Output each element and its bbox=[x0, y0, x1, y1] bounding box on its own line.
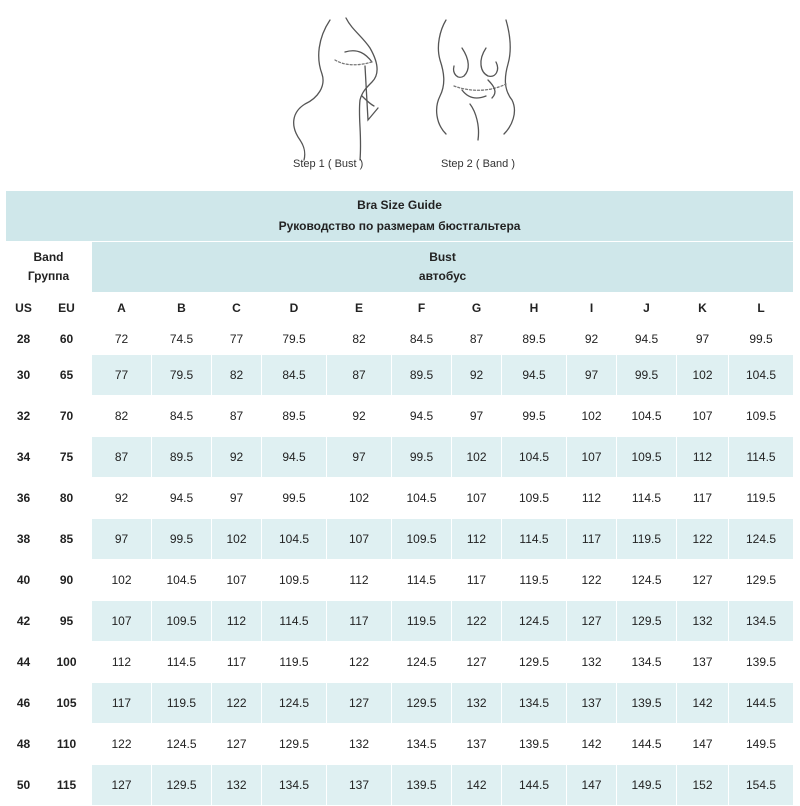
bust-size-cell: 139.5 bbox=[502, 724, 567, 765]
bust-size-cell: 77 bbox=[212, 324, 262, 355]
column-header-k: K bbox=[677, 293, 729, 324]
bust-size-cell: 134.5 bbox=[502, 683, 567, 724]
step-2-label: Step 2 ( Band ) bbox=[441, 158, 515, 170]
bust-size-cell: 134.5 bbox=[729, 601, 794, 642]
bust-size-cell: 97 bbox=[327, 437, 392, 478]
table-row bbox=[6, 601, 794, 642]
bust-size-cell: 97 bbox=[212, 478, 262, 519]
bust-size-cell: 87 bbox=[212, 396, 262, 437]
bust-size-cell: 92 bbox=[212, 437, 262, 478]
bust-size-cell: 122 bbox=[567, 560, 617, 601]
column-header-eu: EU bbox=[42, 293, 92, 324]
bust-size-cell: 132 bbox=[327, 724, 392, 765]
bust-size-cell: 89.5 bbox=[392, 355, 452, 396]
bust-size-cell: 97 bbox=[92, 519, 152, 560]
column-header-h: H bbox=[502, 293, 567, 324]
bust-size-cell: 114.5 bbox=[392, 560, 452, 601]
step-1-label: Step 1 ( Bust ) bbox=[293, 158, 364, 170]
bust-size-cell: 122 bbox=[452, 601, 502, 642]
bust-size-cell: 112 bbox=[327, 560, 392, 601]
bust-size-cell: 134.5 bbox=[392, 724, 452, 765]
bust-size-cell: 74.5 bbox=[152, 324, 212, 355]
bust-size-cell: 94.5 bbox=[262, 437, 327, 478]
bust-size-cell: 114.5 bbox=[262, 601, 327, 642]
bust-size-cell: 142 bbox=[567, 724, 617, 765]
eu-band-cell: 75 bbox=[42, 437, 92, 478]
eu-band-cell: 60 bbox=[42, 324, 92, 355]
bust-size-cell: 139.5 bbox=[729, 642, 794, 683]
bust-size-cell: 82 bbox=[212, 355, 262, 396]
bust-size-cell: 114.5 bbox=[502, 519, 567, 560]
bust-size-cell: 89.5 bbox=[262, 396, 327, 437]
us-band-cell: 28 bbox=[6, 324, 42, 355]
us-band-cell: 36 bbox=[6, 478, 42, 519]
bust-size-cell: 132 bbox=[567, 642, 617, 683]
bust-size-cell: 119.5 bbox=[502, 560, 567, 601]
bust-size-cell: 104.5 bbox=[152, 560, 212, 601]
bust-size-cell: 137 bbox=[452, 724, 502, 765]
column-header-a: A bbox=[92, 293, 152, 324]
bust-size-cell: 99.5 bbox=[617, 355, 677, 396]
bust-size-cell: 107 bbox=[212, 560, 262, 601]
table-row bbox=[6, 683, 794, 724]
bust-size-cell: 117 bbox=[92, 683, 152, 724]
bust-size-cell: 124.5 bbox=[392, 642, 452, 683]
us-band-cell: 46 bbox=[6, 683, 42, 724]
us-band-cell: 34 bbox=[6, 437, 42, 478]
table-row bbox=[6, 642, 794, 683]
bust-size-cell: 127 bbox=[452, 642, 502, 683]
table-row bbox=[6, 437, 794, 478]
bust-size-cell: 109.5 bbox=[392, 519, 452, 560]
table-title bbox=[6, 191, 794, 242]
band-header bbox=[6, 242, 92, 293]
band-header-russian: Группа bbox=[27, 269, 70, 283]
bust-size-cell: 82 bbox=[327, 324, 392, 355]
table-row bbox=[6, 560, 794, 601]
us-band-cell: 32 bbox=[6, 396, 42, 437]
eu-band-cell: 115 bbox=[42, 765, 92, 806]
measurement-illustrations bbox=[0, 0, 800, 190]
bust-size-cell: 144.5 bbox=[502, 765, 567, 806]
table-row bbox=[6, 478, 794, 519]
bust-size-cell: 107 bbox=[327, 519, 392, 560]
bust-size-cell: 147 bbox=[567, 765, 617, 806]
bust-size-cell: 119.5 bbox=[152, 683, 212, 724]
bust-size-cell: 127 bbox=[677, 560, 729, 601]
bust-size-cell: 117 bbox=[212, 642, 262, 683]
bust-size-cell: 124.5 bbox=[729, 519, 794, 560]
us-band-cell: 38 bbox=[6, 519, 42, 560]
bust-size-cell: 137 bbox=[677, 642, 729, 683]
bust-header-russian: автобус bbox=[418, 269, 467, 283]
us-band-cell: 42 bbox=[6, 601, 42, 642]
bust-size-cell: 97 bbox=[677, 324, 729, 355]
eu-band-cell: 80 bbox=[42, 478, 92, 519]
eu-band-cell: 110 bbox=[42, 724, 92, 765]
bust-size-cell: 109.5 bbox=[729, 396, 794, 437]
band-measurement-figure bbox=[437, 20, 515, 140]
bust-size-cell: 124.5 bbox=[152, 724, 212, 765]
us-band-cell: 30 bbox=[6, 355, 42, 396]
bust-size-cell: 119.5 bbox=[617, 519, 677, 560]
column-header-f: F bbox=[392, 293, 452, 324]
bust-size-cell: 97 bbox=[567, 355, 617, 396]
bust-size-cell: 92 bbox=[92, 478, 152, 519]
bust-size-cell: 149.5 bbox=[617, 765, 677, 806]
bust-size-cell: 114.5 bbox=[152, 642, 212, 683]
bust-size-cell: 94.5 bbox=[152, 478, 212, 519]
bust-size-cell: 79.5 bbox=[152, 355, 212, 396]
bust-size-cell: 94.5 bbox=[392, 396, 452, 437]
column-header-g: G bbox=[452, 293, 502, 324]
bust-size-cell: 107 bbox=[452, 478, 502, 519]
title-russian: Руководство по размерам бюстгальтера bbox=[278, 219, 521, 233]
bust-size-cell: 119.5 bbox=[262, 642, 327, 683]
bust-size-cell: 104.5 bbox=[502, 437, 567, 478]
bust-size-cell: 102 bbox=[92, 560, 152, 601]
bust-size-cell: 112 bbox=[567, 478, 617, 519]
bust-size-cell: 122 bbox=[92, 724, 152, 765]
bust-size-cell: 99.5 bbox=[502, 396, 567, 437]
bust-size-cell: 109.5 bbox=[617, 437, 677, 478]
eu-band-cell: 90 bbox=[42, 560, 92, 601]
bust-size-cell: 129.5 bbox=[262, 724, 327, 765]
bust-size-cell: 152 bbox=[677, 765, 729, 806]
bust-size-cell: 109.5 bbox=[262, 560, 327, 601]
bust-size-cell: 124.5 bbox=[617, 560, 677, 601]
bust-size-cell: 102 bbox=[677, 355, 729, 396]
eu-band-cell: 95 bbox=[42, 601, 92, 642]
bust-size-cell: 127 bbox=[327, 683, 392, 724]
bust-size-cell: 129.5 bbox=[152, 765, 212, 806]
bust-size-cell: 94.5 bbox=[617, 324, 677, 355]
bust-size-cell: 127 bbox=[92, 765, 152, 806]
bust-size-cell: 97 bbox=[452, 396, 502, 437]
bust-size-cell: 117 bbox=[567, 519, 617, 560]
bust-size-cell: 112 bbox=[212, 601, 262, 642]
bust-size-cell: 114.5 bbox=[617, 478, 677, 519]
bust-size-cell: 137 bbox=[567, 683, 617, 724]
bust-size-cell: 84.5 bbox=[152, 396, 212, 437]
bust-header bbox=[92, 242, 794, 293]
bra-size-table bbox=[5, 190, 794, 806]
bust-size-cell: 119.5 bbox=[392, 601, 452, 642]
bust-size-cell: 77 bbox=[92, 355, 152, 396]
bust-size-cell: 94.5 bbox=[502, 355, 567, 396]
table-row bbox=[6, 724, 794, 765]
column-header-d: D bbox=[262, 293, 327, 324]
bust-size-cell: 87 bbox=[452, 324, 502, 355]
us-band-cell: 40 bbox=[6, 560, 42, 601]
bust-size-cell: 79.5 bbox=[262, 324, 327, 355]
bust-size-cell: 104.5 bbox=[262, 519, 327, 560]
bust-size-cell: 142 bbox=[452, 765, 502, 806]
bust-size-cell: 154.5 bbox=[729, 765, 794, 806]
bust-size-cell: 89.5 bbox=[152, 437, 212, 478]
bust-size-cell: 102 bbox=[567, 396, 617, 437]
eu-band-cell: 85 bbox=[42, 519, 92, 560]
bust-size-cell: 147 bbox=[677, 724, 729, 765]
bust-size-cell: 92 bbox=[327, 396, 392, 437]
eu-band-cell: 100 bbox=[42, 642, 92, 683]
column-header-us: US bbox=[6, 293, 42, 324]
eu-band-cell: 105 bbox=[42, 683, 92, 724]
table-row bbox=[6, 396, 794, 437]
us-band-cell: 50 bbox=[6, 765, 42, 806]
band-header-english: Band bbox=[33, 250, 64, 264]
bust-size-cell: 104.5 bbox=[392, 478, 452, 519]
us-band-cell: 48 bbox=[6, 724, 42, 765]
column-header-i: I bbox=[567, 293, 617, 324]
bust-size-cell: 112 bbox=[677, 437, 729, 478]
bust-size-cell: 144.5 bbox=[729, 683, 794, 724]
table-row bbox=[6, 324, 794, 355]
bust-size-cell: 117 bbox=[677, 478, 729, 519]
bust-size-cell: 127 bbox=[567, 601, 617, 642]
bust-size-cell: 104.5 bbox=[729, 355, 794, 396]
bust-size-cell: 102 bbox=[452, 437, 502, 478]
bust-size-cell: 132 bbox=[677, 601, 729, 642]
column-header-j: J bbox=[617, 293, 677, 324]
bust-size-cell: 137 bbox=[327, 765, 392, 806]
bust-size-cell: 107 bbox=[677, 396, 729, 437]
column-header-l: L bbox=[729, 293, 794, 324]
bust-size-cell: 134.5 bbox=[262, 765, 327, 806]
bust-size-cell: 87 bbox=[327, 355, 392, 396]
bust-size-cell: 102 bbox=[327, 478, 392, 519]
bust-size-cell: 72 bbox=[92, 324, 152, 355]
bust-size-cell: 149.5 bbox=[729, 724, 794, 765]
bust-size-cell: 82 bbox=[92, 396, 152, 437]
bust-size-cell: 92 bbox=[452, 355, 502, 396]
bust-size-cell: 99.5 bbox=[262, 478, 327, 519]
bust-size-cell: 104.5 bbox=[617, 396, 677, 437]
bust-size-cell: 129.5 bbox=[617, 601, 677, 642]
bust-measurement-figure bbox=[294, 18, 378, 160]
bust-size-cell: 124.5 bbox=[262, 683, 327, 724]
bust-size-cell: 122 bbox=[212, 683, 262, 724]
bust-size-cell: 132 bbox=[212, 765, 262, 806]
bust-size-cell: 112 bbox=[452, 519, 502, 560]
eu-band-cell: 70 bbox=[42, 396, 92, 437]
bust-size-cell: 114.5 bbox=[729, 437, 794, 478]
bust-size-cell: 129.5 bbox=[502, 642, 567, 683]
bust-size-cell: 99.5 bbox=[392, 437, 452, 478]
bust-size-cell: 134.5 bbox=[617, 642, 677, 683]
bust-size-cell: 132 bbox=[452, 683, 502, 724]
table-row bbox=[6, 519, 794, 560]
bust-size-cell: 99.5 bbox=[729, 324, 794, 355]
bust-size-cell: 112 bbox=[92, 642, 152, 683]
bust-size-cell: 89.5 bbox=[502, 324, 567, 355]
bust-size-cell: 87 bbox=[92, 437, 152, 478]
column-header-row bbox=[6, 293, 794, 324]
column-header-e: E bbox=[327, 293, 392, 324]
bust-size-cell: 84.5 bbox=[262, 355, 327, 396]
bust-size-cell: 122 bbox=[677, 519, 729, 560]
bust-size-cell: 144.5 bbox=[617, 724, 677, 765]
eu-band-cell: 65 bbox=[42, 355, 92, 396]
bust-size-cell: 102 bbox=[212, 519, 262, 560]
bust-size-cell: 92 bbox=[567, 324, 617, 355]
bust-size-cell: 122 bbox=[327, 642, 392, 683]
bust-size-cell: 139.5 bbox=[392, 765, 452, 806]
bust-size-cell: 129.5 bbox=[729, 560, 794, 601]
bust-size-cell: 99.5 bbox=[152, 519, 212, 560]
column-header-c: C bbox=[212, 293, 262, 324]
bust-size-cell: 119.5 bbox=[729, 478, 794, 519]
bust-size-cell: 124.5 bbox=[502, 601, 567, 642]
bust-size-cell: 129.5 bbox=[392, 683, 452, 724]
bust-size-cell: 84.5 bbox=[392, 324, 452, 355]
bust-size-cell: 117 bbox=[327, 601, 392, 642]
bust-size-cell: 107 bbox=[92, 601, 152, 642]
bust-size-cell: 107 bbox=[567, 437, 617, 478]
bust-header-english: Bust bbox=[429, 250, 456, 264]
us-band-cell: 44 bbox=[6, 642, 42, 683]
bust-size-cell: 142 bbox=[677, 683, 729, 724]
bust-size-cell: 109.5 bbox=[152, 601, 212, 642]
bust-size-cell: 127 bbox=[212, 724, 262, 765]
bust-size-cell: 109.5 bbox=[502, 478, 567, 519]
table-row bbox=[6, 765, 794, 806]
table-row bbox=[6, 355, 794, 396]
title-english: Bra Size Guide bbox=[357, 198, 442, 212]
column-header-b: B bbox=[152, 293, 212, 324]
bust-size-cell: 117 bbox=[452, 560, 502, 601]
bust-size-cell: 139.5 bbox=[617, 683, 677, 724]
